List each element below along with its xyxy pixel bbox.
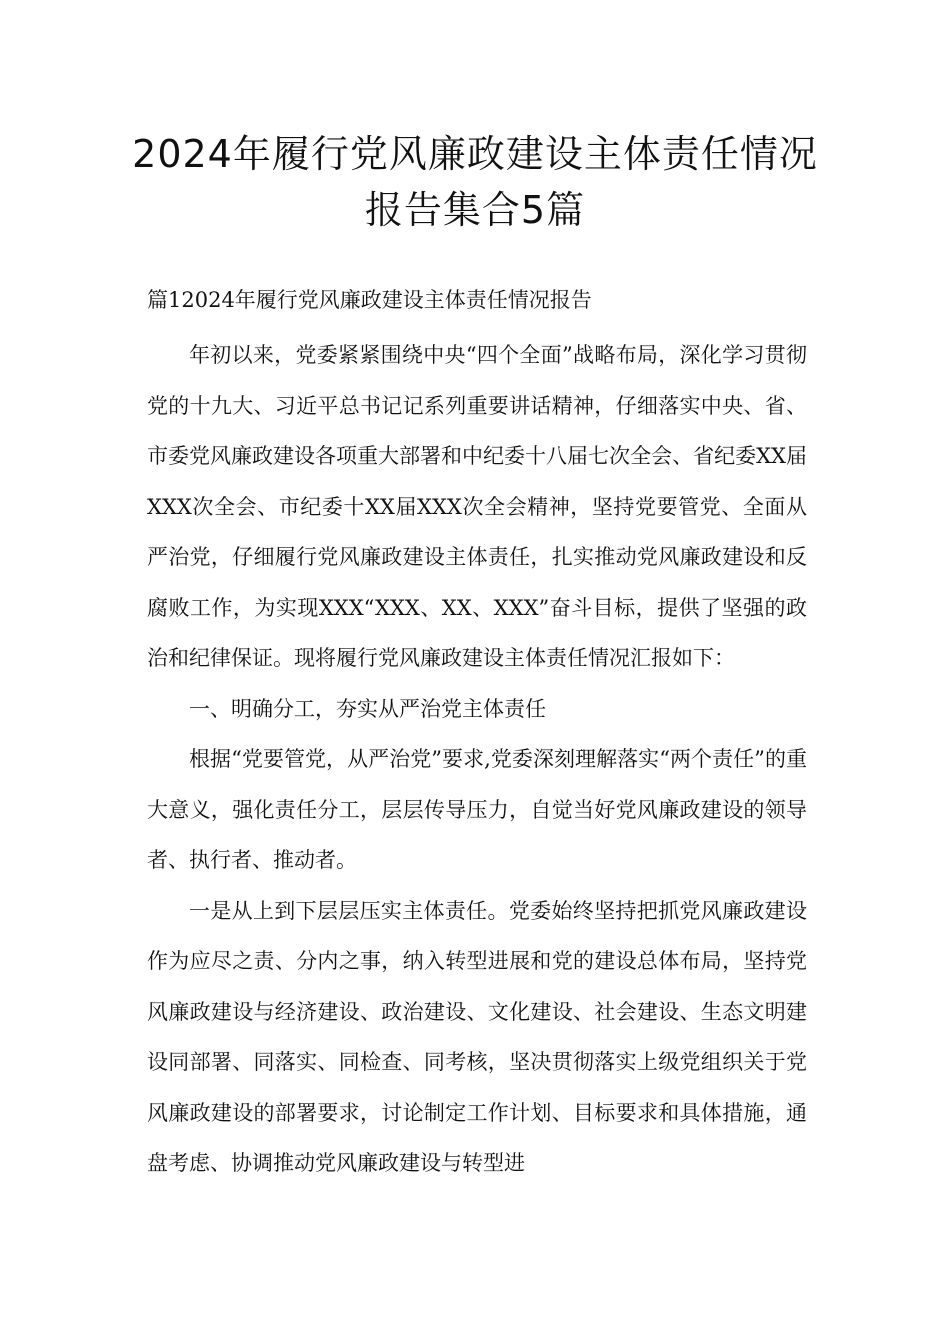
paragraph-heading-one: 一、明确分工，夯实从严治党主体责任 (189, 696, 546, 721)
document-title-line1: 2024年履行党风廉政建设主体责任情况 (132, 132, 818, 176)
paragraph-point-one: 一是从上到下层层压实主体责任。党委始终坚持把抓党风廉政建设作为应尽之责、分内之事，纳入转型进展和党的建设总体布局，坚持党风廉政建设与经济建设、政治建设、文化建设、社会建设、生态文明建设同部署、同落实、同检查、同考核，坚决贯彻落实上级党组织关于党风廉政建设的部署要求，讨论制定工作计划、目标要求和具体措施，通盘考虑、协调推动党风廉政建设与转型进 (147, 898, 807, 1175)
document-body (147, 330, 807, 1189)
section-heading: 篇12024年履行党风廉政建设主体责任情况报告 (147, 288, 592, 312)
paragraph-responsibility: 根据“党要管党，从严治党”要求,党委深刻理解落实“两个责任”的重大意义，强化责任分工，层层传导压力，自觉当好党风廉政建设的领导者、执行者、推动者。 (147, 747, 807, 872)
paragraph-intro: 年初以来，党委紧紧围绕中央“四个全面”战略布局，深化学习贯彻党的十九大、习近平总书记记系列重要讲话精神，仔细落实中央、省、市委党风廉政建设各项重大部署和中纪委十八届七次全会、省纪委XX届XXX次全会、市纪委十XX届XXX次全会精神，坚持党要管党、全面从严治党，仔细履行党风廉政建设主体责任，扎实推动党风廉政建设和反腐败工作，为实现XXX“XXX、XX、XXX”奋斗目标，提供了坚强的政治和纪律保证。现将履行党风廉政建设主体责任情况汇报如下： (147, 343, 807, 670)
document-title-line2: 报告集合5篇 (364, 188, 586, 232)
